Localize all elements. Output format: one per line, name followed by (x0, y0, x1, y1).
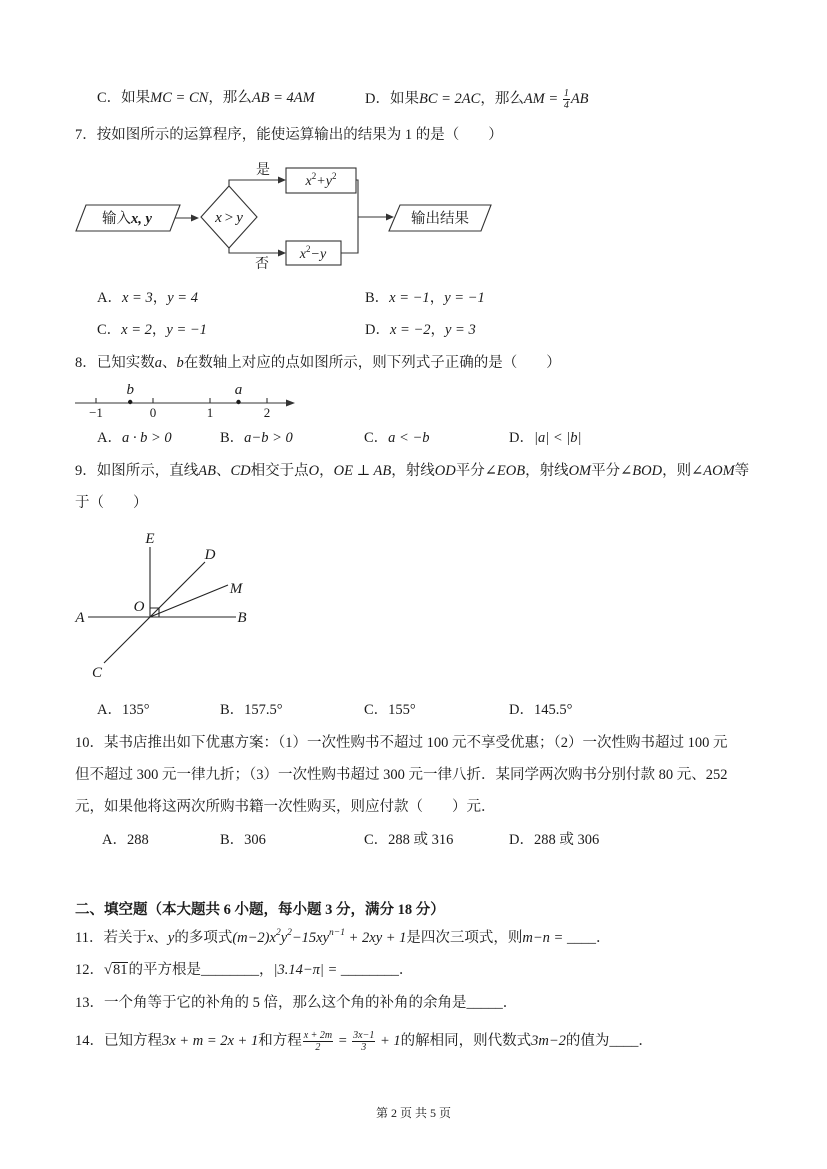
text-run: ，射线 (391, 463, 435, 479)
text-run: 、 (153, 930, 168, 946)
fraction (563, 88, 570, 111)
q9-option-a: A．135° (97, 702, 150, 718)
q8-option-d (509, 428, 581, 448)
math-expression: OM (568, 463, 592, 479)
arrowhead (278, 250, 286, 257)
text-run: D． (509, 430, 534, 446)
math-expression: y (280, 930, 288, 946)
text-run: C． (364, 430, 389, 446)
math-expression: MC = CN (150, 90, 209, 106)
text-run: ，那么 (208, 90, 252, 106)
condition-right: y (236, 210, 243, 226)
math-expression: −y (310, 247, 327, 262)
math-expression: OD (434, 463, 456, 479)
fraction-denominator: 4 (563, 100, 569, 111)
q7-flowchart (0, 150, 520, 275)
text-run: 13．一个角等于它的补角的 5 倍，那么这个角的补角的余角是_____． (75, 995, 518, 1011)
math-expression: OE ⊥ AB (333, 463, 392, 479)
text-run: 平分 (455, 463, 485, 479)
label-e: E (145, 531, 155, 547)
text-run: 11．若关于 (75, 930, 147, 946)
q8-stem (75, 353, 561, 373)
math-expression: x (299, 247, 307, 262)
math-expression: O (308, 463, 320, 479)
text-run: D． (365, 322, 390, 338)
text-run: 8．已知实数 (75, 355, 155, 371)
text-run: ， (151, 322, 167, 338)
math-expression: + 1 (376, 1032, 401, 1049)
math-expression: x = 2 (121, 322, 152, 338)
math-expression: y = −1 (166, 322, 207, 338)
label-o: O (133, 599, 145, 615)
yes-connector (229, 180, 280, 186)
fraction-denominator: 3 (361, 1042, 367, 1053)
text-run: 9．如图所示，直线 (75, 463, 199, 479)
no-label: 否 (255, 257, 269, 272)
text-run: ， (152, 290, 168, 306)
text-run: 的值为____． (565, 1032, 653, 1049)
tick-label: 2 (263, 405, 271, 420)
q10-stem-line-1: 10．某书店推出如下优惠方案：（1）一次性购书不超过 100 元不享受优惠；（2）一次性购书超过 100 元 (75, 735, 728, 751)
text-run: 、 (215, 463, 231, 479)
text-run: ，那么 (480, 90, 524, 107)
number-line-ticks (89, 398, 270, 420)
math-expression: AB = 4AM (251, 90, 315, 106)
text-run: C． (97, 322, 122, 338)
q6-option-d (365, 88, 589, 111)
q7-option-b (365, 288, 485, 308)
line-cd (104, 562, 205, 663)
q9-stem-line-2 (75, 493, 148, 513)
arrowhead (278, 177, 286, 184)
q8-number-line (0, 375, 320, 425)
q9-stem-line-1 (75, 461, 749, 481)
math-expression: y = 4 (167, 290, 198, 306)
fraction-numerator: 3x−1 (353, 1030, 375, 1041)
text-run: ____． (566, 930, 611, 946)
math-expression: AB (198, 463, 216, 479)
math-expression: x = 3 (121, 290, 153, 306)
text-run: 7．按如图所示的运算程序，能使运算输出的结果为 1 的是（ ） (75, 127, 503, 143)
text-run: ________． (340, 962, 414, 978)
text-run: 14．已知方程 (75, 1032, 162, 1049)
input-text: 输入 (102, 211, 132, 227)
text-run: 、 (162, 355, 177, 371)
math-expression: a · b > 0 (121, 430, 172, 446)
math-expression: CD (230, 463, 251, 479)
math-expression: 3m−2 (531, 1032, 566, 1049)
label-c: C (91, 665, 103, 681)
text-run: 等 (734, 463, 750, 479)
superscript: 2 (275, 928, 281, 938)
math-expression: +y (316, 174, 332, 189)
label-a: A (75, 610, 85, 626)
condition-operator: > (224, 210, 234, 226)
math-expression: a < −b (388, 430, 430, 446)
math-expression: a−b > 0 (244, 430, 293, 446)
math-expression: b (176, 355, 184, 371)
q8-option-a (97, 428, 172, 448)
q13 (75, 993, 517, 1013)
output-label: 输出结果 (411, 211, 469, 227)
math-expression: y = −1 (444, 290, 485, 306)
q14 (75, 1030, 653, 1053)
yes-expression (305, 171, 337, 189)
math-expression: |3.14−π| = (273, 962, 341, 978)
q9-option-d: D．145.5° (509, 702, 573, 718)
math-expression: = (334, 1032, 352, 1049)
math-expression: m−n = (522, 930, 567, 946)
math-expression: |a| < |b| (533, 430, 582, 446)
fraction-numerator: 1 (563, 88, 569, 99)
q9-option-b: B．157.5° (220, 702, 283, 718)
ray-om (150, 585, 228, 617)
input-label (102, 210, 153, 227)
math-expression: (m−2)x (232, 930, 276, 946)
label-d: D (204, 547, 216, 563)
tick-label: −1 (89, 405, 103, 420)
q10-stem-line-3: 元，如果他将这两次所购书籍一次性购买，则应付款（ ）元． (75, 799, 496, 815)
figure-lines (88, 547, 236, 663)
text-run: ，则 (662, 463, 692, 479)
number-line-arrowhead (286, 400, 295, 407)
superscript: 2 (311, 171, 317, 181)
point-marker (236, 400, 240, 404)
q7-stem (75, 125, 503, 145)
text-run: 的解相同，则代数式 (400, 1032, 532, 1049)
arrowhead (191, 215, 199, 222)
page-footer: 第 2 页 共 5 页 (375, 1106, 451, 1120)
text-run: ， (319, 463, 334, 479)
math-expression: x = −1 (389, 290, 430, 306)
q7-option-c (97, 320, 207, 340)
text-run: 于（ ） (75, 495, 148, 511)
text-run: ， (429, 290, 445, 306)
math-expression: y (167, 930, 175, 946)
text-run: ， (430, 322, 445, 338)
no-connector (229, 248, 280, 253)
math-expression: + 2xy + 1 (344, 930, 407, 946)
q10-option-b: B．306 (220, 832, 266, 848)
point-label: b (126, 382, 134, 398)
q9-option-c: C．155° (364, 702, 416, 718)
superscript: 2 (287, 928, 292, 938)
math-expression: x (146, 930, 154, 946)
text-run: 和方程 (258, 1032, 302, 1049)
q9-figure (0, 525, 300, 690)
no-expression (299, 244, 327, 262)
text-run: 的平方根是________， (128, 962, 274, 978)
fraction-numerator: x + 2m (303, 1030, 333, 1041)
q12 (75, 960, 413, 980)
superscript: n−1 (329, 928, 345, 938)
math-expression: ∠EOB (484, 463, 526, 479)
math-expression: AB (570, 90, 589, 107)
text-run: 是四次三项式，则 (406, 930, 523, 946)
arrowhead (386, 214, 394, 221)
condition-label (214, 210, 243, 226)
math-expression: y = 3 (445, 322, 476, 338)
text-run: B． (220, 430, 245, 446)
number-line-points (126, 382, 242, 404)
fraction-denominator: 2 (315, 1042, 321, 1053)
q7-option-d (365, 320, 476, 340)
math-expression: a (154, 355, 162, 371)
q10-option-a: A．288 (102, 832, 149, 848)
math-expression: x (305, 174, 312, 189)
radicand: 81 (112, 962, 128, 978)
label-b: B (237, 610, 247, 626)
text-run: 的多项式 (174, 930, 233, 946)
text-run: 12． (75, 962, 104, 978)
text-run: ，射线 (525, 463, 569, 479)
text-run: 平分 (591, 463, 621, 479)
q10-stem-line-2: 但不超过 300 元一律九折；（3）一次性购书超过 300 元一律八折．某同学两次购书分别付款 80 元、252 (75, 767, 728, 783)
radical-sign: √ (104, 962, 112, 978)
math-expression: 3x + m = 2x + 1 (162, 1032, 259, 1049)
superscript: 2 (306, 244, 311, 254)
condition-left: x (215, 210, 222, 226)
math-expression: −15xy (291, 930, 330, 946)
text-run: 相交于点 (250, 463, 309, 479)
fraction (352, 1030, 375, 1053)
q10-option-d: D．288 或 306 (509, 832, 600, 848)
text-run: A． (97, 430, 122, 446)
point-marker (128, 400, 132, 404)
q6-option-c (97, 88, 315, 108)
text-run: 在数轴上对应的点如图所示，则下列式子正确的是（ ） (183, 355, 561, 371)
point-label: a (234, 382, 243, 398)
input-variables: x, y (131, 211, 152, 227)
label-m: M (229, 581, 243, 597)
text-run: B． (365, 290, 390, 306)
text-run: A． (97, 290, 122, 306)
fraction (303, 1030, 333, 1053)
q8-option-b (220, 428, 293, 448)
tick-label: 0 (149, 405, 157, 420)
q11 (75, 928, 610, 948)
superscript: 2 (331, 171, 337, 181)
q8-option-c (364, 428, 430, 448)
math-expression: ∠AOM (691, 463, 735, 479)
math-expression: x = −2 (389, 322, 431, 338)
math-expression: BC = 2AC (418, 90, 481, 107)
math-expression: AM = (523, 90, 562, 107)
yes-label: 是 (256, 163, 270, 178)
section-heading: 二、填空题（本大题共 6 小题，每小题 3 分，满分 18 分） (75, 902, 445, 918)
math-expression: ∠BOD (620, 463, 663, 479)
q7-option-a (97, 288, 198, 308)
tick-label: 1 (206, 405, 214, 420)
text-run: C．如果 (97, 90, 151, 106)
text-run: D．如果 (365, 90, 419, 107)
q10-option-c: C．288 或 316 (364, 832, 454, 848)
